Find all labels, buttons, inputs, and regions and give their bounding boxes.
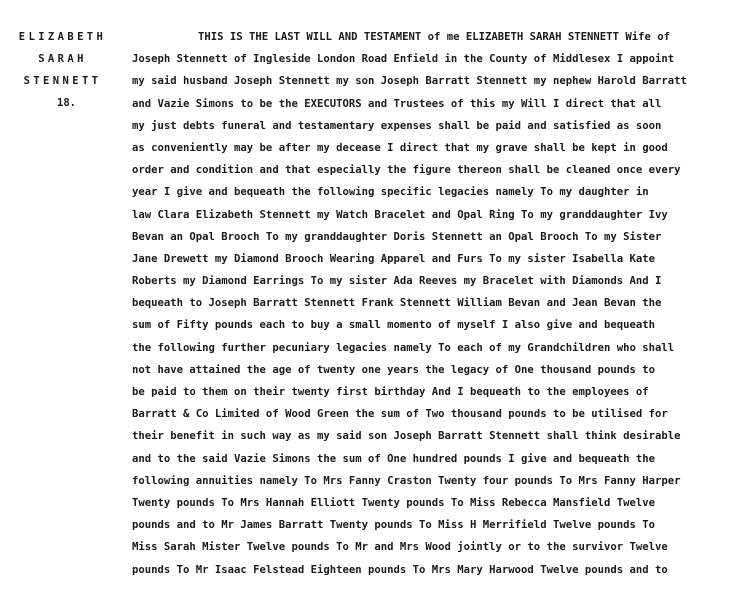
body-text-line: as conveniently may be after my decease I direct that my grave shall be kept in good bbox=[132, 141, 668, 154]
body-text-line: their benefit in such way as my said son Joseph Barratt Stennett shall think desirable bbox=[132, 430, 681, 443]
margin-heading-line: ELIZABETH bbox=[18, 31, 107, 43]
body-text-line: Bevan an Opal Brooch To my granddaughter Doris Stennett an Opal Brooch To my Sister bbox=[132, 230, 662, 243]
body-text-line: not have attained the age of twenty one years the legacy of One thousand pounds to bbox=[132, 363, 655, 376]
body-text-line: Twenty pounds To Mrs Hannah Elliott Twenty pounds To Miss Rebecca Mansfield Twelve bbox=[132, 496, 655, 509]
margin-heading-number: 18. bbox=[57, 97, 76, 109]
body-text-line: my said husband Joseph Stennett my son Joseph Barratt Stennett my nephew Harold Barratt bbox=[132, 75, 687, 88]
body-text-line: Jane Drewett my Diamond Brooch Wearing Apparel and Furs To my sister Isabella Kate bbox=[132, 252, 655, 265]
margin-heading-line: SARAH bbox=[38, 53, 87, 65]
body-text-line: following annuities namely To Mrs Fanny Craston Twenty four pounds To Mrs Fanny Harper bbox=[132, 474, 681, 487]
body-text-line: law Clara Elizabeth Stennett my Watch Bracelet and Opal Ring To my granddaughter Ivy bbox=[132, 208, 668, 221]
body-text-line: bequeath to Joseph Barratt Stennett Frank Stennett William Bevan and Jean Bevan the bbox=[132, 297, 662, 310]
body-text-line: Roberts my Diamond Earrings To my sister Ada Reeves my Bracelet with Diamonds And I bbox=[132, 275, 662, 288]
body-text-line: THIS IS THE LAST WILL AND TESTAMENT of me ELIZABETH SARAH STENNETT Wife of bbox=[198, 31, 670, 43]
body-text-line: sum of Fifty pounds each to buy a small momento of myself I also give and bequeath bbox=[132, 319, 655, 332]
body-text-line: pounds To Mr Isaac Felstead Eighteen pounds To Mrs Mary Harwood Twelve pounds and to bbox=[132, 563, 668, 576]
body-text-line: the following further pecuniary legacies namely To each of my Grandchildren who shall bbox=[132, 341, 675, 354]
body-text-line: and to the said Vazie Simons the sum of One hundred pounds I give and bequeath the bbox=[132, 452, 655, 465]
body-text-line: be paid to them on their twenty first birthday And I bequeath to the employees of bbox=[132, 386, 649, 398]
body-text-line: year I give and bequeath the following specific legacies namely To my daughter in bbox=[132, 186, 649, 199]
body-text-line: pounds and to Mr James Barratt Twenty pounds To Miss H Merrifield Twelve pounds To bbox=[132, 519, 655, 532]
body-text-line: and Vazie Simons to be the EXECUTORS and Trustees of this my Will I direct that all bbox=[132, 97, 662, 110]
body-text-line: Barratt & Co Limited of Wood Green the sum of Two thousand pounds to be utilised for bbox=[132, 408, 668, 421]
will-body-text bbox=[132, 26, 744, 581]
margin-heading bbox=[0, 26, 125, 114]
body-text-line: Miss Sarah Mister Twelve pounds To Mr and Mrs Wood jointly or to the survivor Twelve bbox=[132, 541, 668, 554]
margin-heading-line: STENNETT bbox=[23, 75, 102, 87]
body-text-line: Joseph Stennett of Ingleside London Road Enfield in the County of Middlesex I appoint bbox=[132, 53, 675, 66]
body-text-line: my just debts funeral and testamentary expenses shall be paid and satisfied as soon bbox=[132, 119, 662, 132]
body-text-line: order and condition and that especially the figure thereon shall be cleaned once every bbox=[132, 164, 681, 177]
